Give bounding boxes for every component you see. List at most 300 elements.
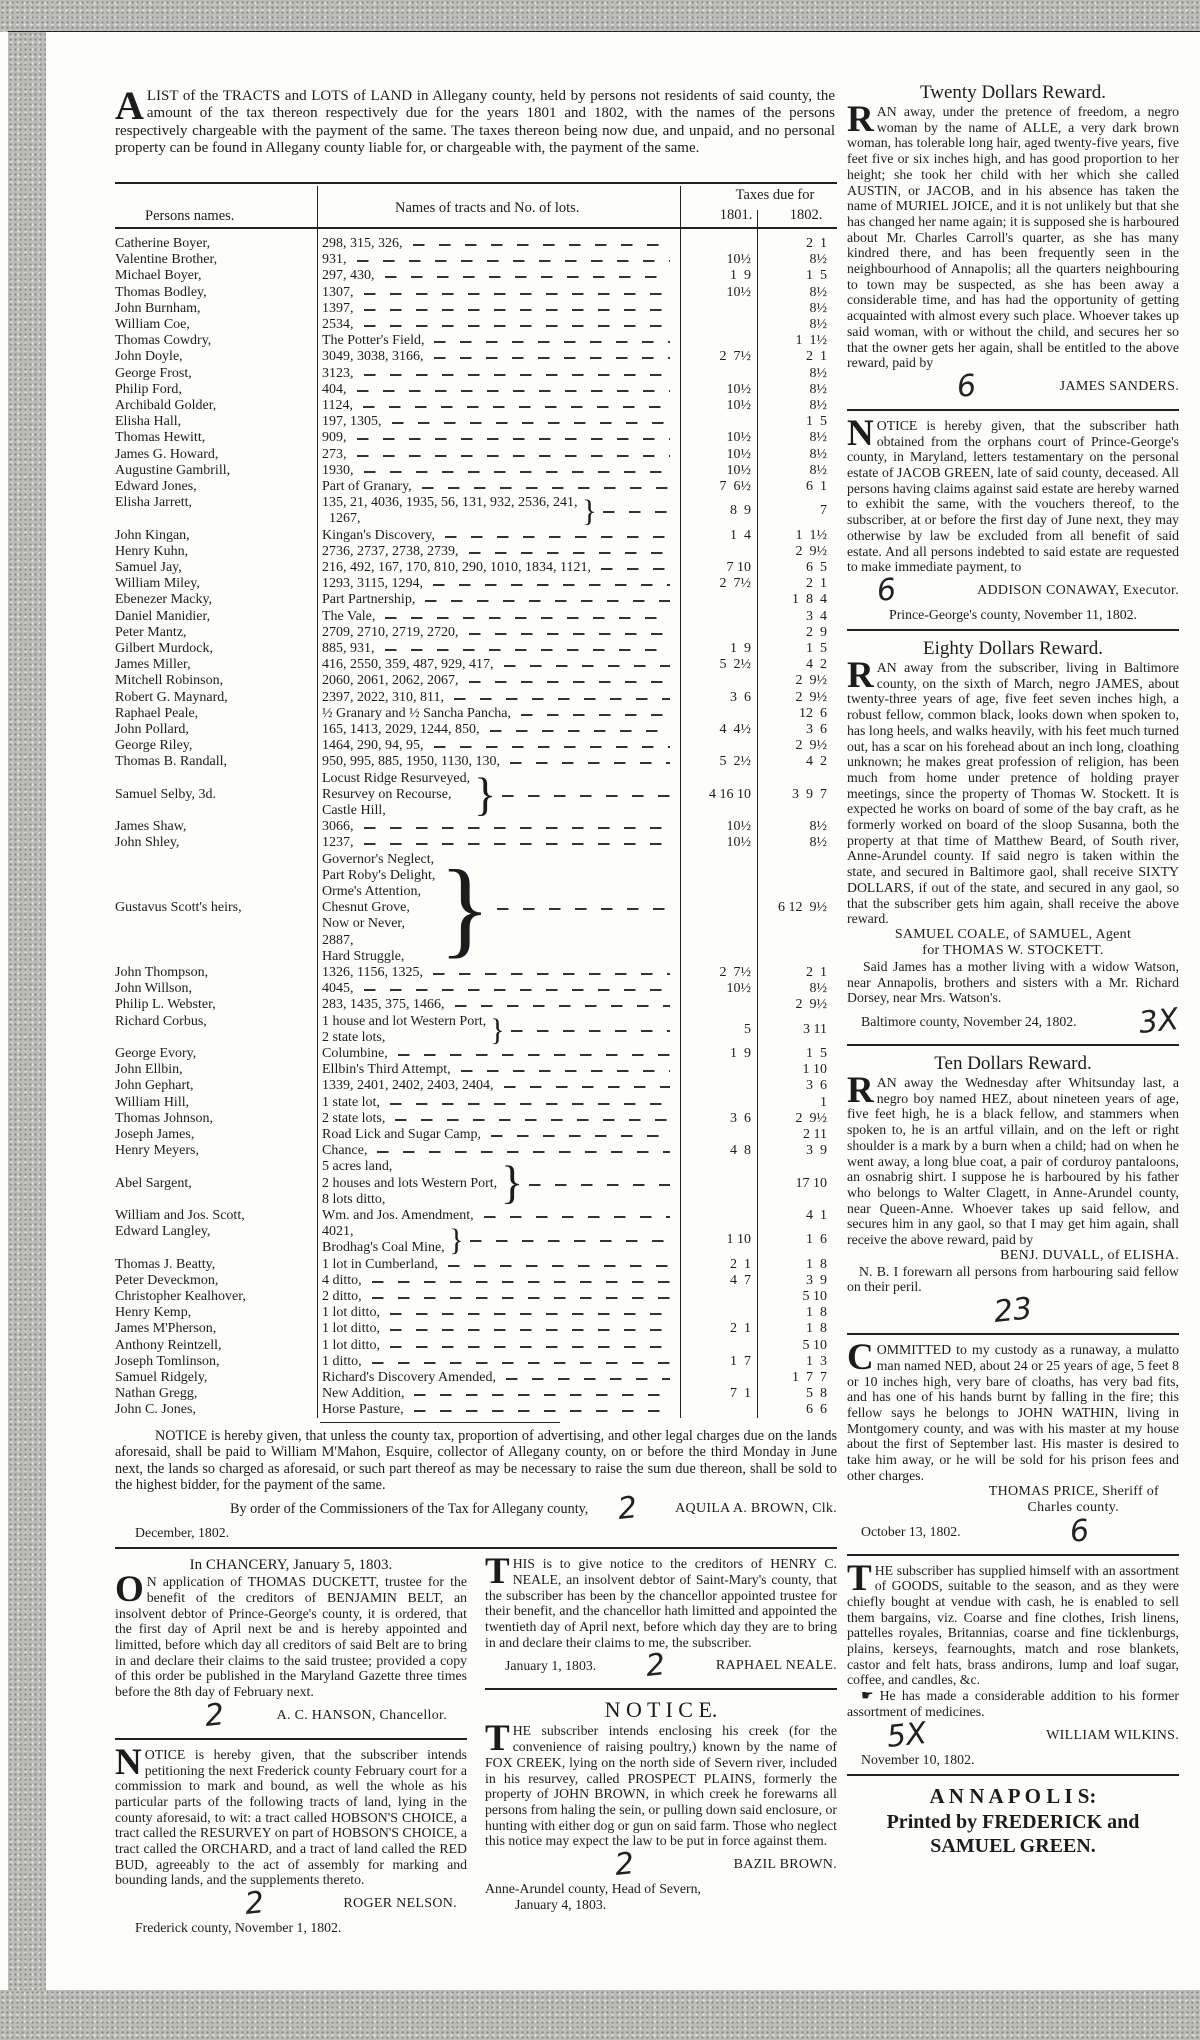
header-1801: 1801. (719, 207, 753, 223)
table-row (115, 981, 830, 997)
right-column (847, 82, 1179, 1858)
drop-cap: R (847, 1070, 874, 1112)
tract-name: Part Roby's Delight, (322, 867, 436, 883)
tax-signature-row (115, 1490, 837, 1528)
committed-date-row (847, 1512, 1179, 1550)
person-name: Edward Jones, (115, 479, 197, 494)
table-row (115, 1127, 830, 1143)
table-row (115, 1289, 830, 1305)
person-name: John Burnham, (115, 300, 201, 316)
drop-cap: R (847, 654, 874, 696)
tract-name: 1339, 2401, 2402, 2403, 2404, (322, 1078, 494, 1094)
tract-name: 1397, (322, 300, 354, 316)
table-row (115, 544, 830, 560)
tax-1801: 1 4 (730, 527, 751, 543)
chancery-signature-row (115, 1696, 467, 1734)
tract-name: 1124, (322, 398, 353, 413)
dot-leader (398, 1054, 670, 1056)
person-name: Thomas Bodley, (115, 284, 207, 300)
dot-leader (511, 1030, 670, 1032)
person-name: Henry Kuhn, (115, 543, 189, 559)
ten-mark-row (847, 1291, 1179, 1331)
person-name: William Miley, (115, 576, 200, 592)
ten-nb: N. B. I forewarn all persons from harbouring said fellow on their peril. (847, 1263, 1179, 1295)
wilkins-body: T HE subscriber has supplied himself with an assortment of GOODS, suitable to the season, and as they were chiefly bought at vendue with cash, he is enabled to sell them bargains, viz. Coarse and fine clothes, Irish linens, pattelles royales, Britannias, coarse and fine ticklenburgs, plains, kerseys, fearnoughts, match and rose blankets, castor and felt hats, brass andirons, lump and loaf sugar, coffee, and candles, &c. (847, 1557, 1179, 1688)
table-row (115, 1208, 830, 1224)
dot-leader (372, 1362, 670, 1364)
drop-cap: N (847, 412, 874, 454)
divider (847, 1774, 1179, 1776)
tract-name: 1267, (322, 511, 361, 527)
tax-1802: 3 9 7 (792, 786, 827, 802)
tract-name: Wm. and Jos. Amendment, (322, 1208, 474, 1223)
tax-1802: 1 5 (806, 1046, 827, 1061)
tax-1802: 8½ (809, 317, 827, 332)
dot-leader (470, 1240, 670, 1242)
table-row (115, 252, 830, 268)
tax-1801: 3 6 (730, 689, 751, 705)
brace-icon: } (582, 494, 597, 529)
person-name: Henry Meyers, (115, 1143, 199, 1159)
tax-1802: 1 (820, 1094, 827, 1110)
tract-name: Orme's Attention, (322, 883, 421, 899)
table-row (115, 641, 830, 657)
tract-name: 298, 315, 326, (322, 236, 403, 251)
table-row (115, 690, 830, 706)
neale-signature-row (485, 1647, 837, 1685)
table-row (115, 1014, 830, 1046)
table-row (115, 965, 830, 981)
person-name: Elisha Hall, (115, 414, 182, 430)
dot-leader (372, 1281, 670, 1283)
tax-1801: 1 10 (726, 1232, 751, 1248)
tract-name: Road Lick and Sugar Camp, (322, 1127, 482, 1142)
ten-signature: BENJ. DUVALL, of ELISHA. (1000, 1247, 1179, 1263)
pointing-hand-icon: ☛ (861, 1688, 880, 1704)
tax-1802: 3 6 (806, 1078, 827, 1094)
tax-1802: 2 1 (806, 236, 827, 251)
handwritten-mark: 23 (992, 1291, 1034, 1331)
table-header (115, 186, 837, 226)
person-name: James M'Pherson, (115, 1321, 217, 1337)
person-name: Catherine Boyer, (115, 236, 211, 251)
tax-1802: 2 11 (803, 1127, 827, 1142)
dot-leader (364, 293, 670, 295)
tax-signature: AQUILA A. BROWN, Clk. (675, 1501, 837, 1517)
person-name: Peter Mantz, (115, 624, 187, 640)
table-row (115, 301, 830, 317)
dot-leader (363, 406, 670, 408)
tract-name: 197, 1305, (322, 414, 382, 430)
table-row (115, 333, 830, 349)
tract-name: 216, 492, 167, 170, 810, 290, 1010, 1834, 1121, (322, 560, 591, 575)
scan-border-bottom (0, 1990, 1200, 2040)
person-name: Anthony Reintzell, (115, 1337, 222, 1353)
person-name: Nathan Gregg, (115, 1386, 198, 1402)
border-line-top (8, 31, 1200, 32)
tax-1802: 17 10 (795, 1175, 827, 1191)
brace-icon: } (501, 1157, 524, 1209)
table-row (115, 848, 830, 968)
chancery-signature: A. C. HANSON, Chancellor. (276, 1707, 447, 1723)
table-row (115, 1257, 830, 1273)
tax-1802: 2 9½ (795, 673, 827, 689)
bottom-left-column (115, 1556, 467, 1936)
tax-by-order: By order of the Commissioners of the Tax for Allegany county, (230, 1501, 589, 1518)
tract-name: 3123, (322, 365, 354, 381)
imprint-city: A N N A P O L I S: (929, 1783, 1097, 1808)
tax-1802: 8½ (809, 284, 827, 300)
tract-name: 2709, 2710, 2719, 2720, (322, 624, 459, 640)
tax-1802: 3 4 (806, 608, 827, 624)
tract-name: 2 state lots, (322, 1110, 386, 1126)
dot-leader (364, 374, 670, 376)
dot-leader (413, 244, 670, 246)
dot-leader (422, 487, 670, 489)
tract-name: New Addition, (322, 1386, 405, 1402)
tract-name: 1 lot ditto, (322, 1305, 380, 1321)
tax-1802: 1 8 (806, 1321, 827, 1337)
chancery-body: O N application of THOMAS DUCKETT, trustee for the benefit of the creditors of BENJAMIN BELT, an insolvent debtor of Prince-George's county, it is ordered, that the first day of April next be and is hereby appointed and limitted, before which day all creditors of said Belt are to bring in and declare their claims to the said trustee; provided a copy of this order be published in the Maryland Gazette three times before the 8th day of February next. (115, 1569, 467, 1700)
tract-name: 165, 1413, 2029, 1244, 850, (322, 722, 480, 737)
table-row (115, 673, 830, 689)
tax-1802: 12 6 (799, 705, 827, 721)
table-row (115, 768, 830, 820)
table-row (115, 1370, 830, 1386)
tract-name: 2 houses and lots Western Port, (322, 1175, 498, 1191)
dot-leader (445, 536, 670, 538)
dot-leader (385, 276, 670, 278)
tax-1802: 1 8 (806, 1256, 827, 1272)
tax-date: December, 1802. (135, 1525, 230, 1541)
tract-name: 2 ditto, (322, 1289, 362, 1304)
handwritten-mark: 2 (644, 1647, 668, 1685)
tract-name: 404, (322, 381, 347, 397)
table-row (115, 706, 830, 722)
person-name: John Pollard, (115, 722, 189, 737)
table-row (115, 754, 830, 770)
dot-leader (372, 1297, 670, 1299)
twenty-signature-row (847, 368, 1179, 405)
tax-1802: 5 10 (802, 1289, 827, 1304)
bottom-columns (115, 1551, 837, 1936)
dot-leader (377, 1151, 670, 1153)
green-body: N OTICE is hereby given, that the subscriber hath obtained from the orphans court of Prince-George's county, in Maryland, letters testamentary on the personal estate of JACOB GREEN, late of said county, deceased. All persons having claims against said estate are hereby warned to exhibit the same, with the vouchers thereof, to the subscriber, at or before the first day of June next, they may otherwise by law be excluded from all benefit of said estate. And all persons indebted to said estate are requested to make immediate payment, to (847, 412, 1179, 575)
dot-leader (469, 681, 670, 683)
handwritten-mark: 2 (203, 1696, 226, 1734)
tax-1801: 5 2½ (719, 754, 751, 770)
dot-leader (506, 1378, 670, 1380)
tract-name: 1930, (322, 462, 354, 478)
tax-1802: 3 9 (806, 1272, 827, 1288)
green-signature-row (847, 572, 1179, 609)
dot-leader (392, 422, 670, 424)
divider (847, 629, 1179, 631)
tract-name: 885, 931, (322, 641, 375, 656)
tract-name: Columbine, (322, 1046, 388, 1061)
tax-1801: 4 4½ (719, 722, 751, 737)
tract-name: 1464, 290, 94, 95, (322, 738, 424, 754)
table-row (115, 1095, 830, 1111)
tax-1801: 10½ (726, 381, 751, 397)
tax-1802: 4 2 (806, 657, 827, 673)
handwritten-mark: 2 (613, 1846, 636, 1883)
dot-leader (502, 795, 670, 797)
person-name: Archibald Golder, (115, 398, 217, 413)
dot-leader (390, 1103, 670, 1105)
dot-leader (357, 438, 670, 440)
tract-name: Ellbin's Third Attempt, (322, 1062, 451, 1078)
eighty-body: R AN away from the subscriber, living in Baltimore county, on the sixth of March, negro JAMES, about twenty-three years of age, five feet seven inches high, a robust fellow, common black, looks down when spoken to, has long heels, and walks heavily, with his feet much turned out, has a scar on his forehead about an inch long, cloathing unknown; he makes great profession of religion, has been much from home under pretence of holding prayer meetings, since the property of Thomas W. Stockett. It is expected he works on board of some of the bay craft, as he formerly worked on board of the sloop Susanna, both the property at that time of Matthew Beard, of South river, Anne-Arundel county. If said negro is taken within the state, and secured in Baltimore gaol, shall receive SIXTY DOLLARS, if out of the state, and secured in any gaol, so that the subscriber gets him again, shall receive the above reward. (847, 654, 1179, 927)
person-name: Raphael Peale, (115, 705, 199, 721)
person-name: Peter Deveckmon, (115, 1272, 219, 1288)
dot-leader (497, 908, 670, 910)
divider (115, 1547, 837, 1549)
person-name: Thomas Johnson, (115, 1110, 213, 1126)
tax-1802: 8½ (809, 252, 827, 268)
person-name: Valentine Brother, (115, 252, 218, 268)
nelson-body: N OTICE is hereby given, that the subscriber intends petitioning the next Frederick county February court for a commission to mark and bound, as well the whole as his particular parts of the following tracts of land, lying in the county aforesaid, to wit: a tract called HOBSON'S CHOICE, a tract called the RESURVEY on part of HOBSON'S CHOICE, a tract called the ORCHARD, and a tract of land called the RED BUD, agreeably to the act of assembly for marking and bounding lands, and the supplements thereto. (115, 1741, 467, 1888)
tax-1801: 10½ (726, 446, 751, 462)
tract-name: Brodhag's Coal Mine, (322, 1240, 445, 1256)
tract-name: Hard Struggle, (322, 948, 405, 964)
tract-name: 297, 430, (322, 268, 375, 284)
eighty-postscript: Said James has a mother living with a widow Watson, near Annapolis, brothers and sisters with a Mr. Richard Dorsey, near Mrs. Watson's. (847, 958, 1179, 1006)
dot-leader (357, 390, 670, 392)
tax-1801: 10½ (726, 430, 751, 446)
tax-1801: 4 16 10 (709, 786, 751, 802)
committed-date: October 13, 1802. (861, 1523, 961, 1539)
twenty-body: R AN away, under the pretence of freedom, a negro woman by the name of ALLE, a very dark brown woman, has tolerable long hair, aged twenty-five years, five feet five or six inches high, and has good proportion to her height; she took her child with her which she called AUSTIN, or JACOB, and in his absence has taken the name of MURIEL JOICE, and it is not unlikely but that she has changed her name again; it is supposed she is harboured about Mr. Charles Carroll's quarter, as she has many kindred there, and has been frequently seen in the neighbourhood of Annapolis; all the quarters neighbouring to town may be suspected, as she has been away a considerable time, and has had the opportunity of getting acquainted with almost every such place. Whoever takes up said woman, with or without the child, and secures her so that the owner gets her again, shall be entitled to the above reward, paid by (847, 99, 1179, 371)
chancery-heading: In CHANCERY, January 5, 1803. (189, 1557, 393, 1574)
table-row (115, 447, 830, 463)
dot-leader (434, 746, 670, 748)
table-row (115, 285, 830, 301)
table-row (115, 349, 830, 365)
dot-leader (490, 730, 670, 732)
tract-name: 931, (322, 252, 347, 268)
dot-leader (390, 1346, 670, 1348)
tract-name: 283, 1435, 375, 1466, (322, 997, 445, 1013)
tax-1802: 4 2 (806, 754, 827, 770)
table-row (115, 560, 830, 576)
divider (115, 227, 837, 229)
tax-1801: 2 7½ (719, 349, 751, 365)
wilkins-nb: ☛ He has made a considerable addition to his former assortment of medicines. (847, 1688, 1179, 1719)
table-row (115, 1078, 830, 1094)
tax-1801: 2 1 (730, 1256, 751, 1272)
dot-leader (434, 357, 670, 359)
tract-name: Chance, (322, 1143, 368, 1159)
dot-leader (510, 762, 670, 764)
tract-name: Locust Ridge Resurveyed, (322, 770, 471, 786)
tax-1802: 3 9 (806, 1143, 827, 1159)
nelson-signature: ROGER NELSON. (343, 1896, 457, 1912)
handwritten-mark: 2 (243, 1885, 266, 1923)
person-name: John Gephart, (115, 1078, 194, 1094)
tax-1801: 1 7 (730, 1353, 751, 1369)
tract-name: Resurvey on Recourse, (322, 786, 452, 802)
person-name: Gilbert Murdock, (115, 641, 213, 656)
table-row (115, 1273, 830, 1289)
eighty-heading: Eighty Dollars Reward. (923, 637, 1103, 659)
tax-1802: 2 1 (806, 576, 827, 592)
dot-leader (529, 1184, 670, 1186)
person-name: Thomas Cowdry, (115, 333, 212, 349)
tax-notice: NOTICE is hereby given, that unless the county tax, proportion of advertising, and other legal charges due on the lands aforesaid, shall be paid to William M'Mahon, Esquire, collector of Allegany county, on or before the third Monday in June next, the lands so charged as aforesaid, or such part thereof as may be necessary to raise the sum due thereon, shall be sold to the highest bidder, for the payment of the same. (115, 1428, 837, 1493)
person-name: Elisha Jarrett, (115, 495, 192, 511)
tract-name: 1 house and lot Western Port, (322, 1013, 487, 1029)
brown-date: January 4, 1803. (515, 1897, 607, 1913)
eighty-signature-2: for THOMAS W. STOCKETT. (922, 942, 1104, 958)
divider (115, 182, 837, 184)
dot-leader (364, 471, 670, 473)
dot-leader (454, 698, 670, 700)
dot-leader (461, 1070, 670, 1072)
header-taxes: Taxes due for (735, 187, 815, 203)
dot-leader (491, 1135, 670, 1137)
tract-name: 1 lot ditto, (322, 1321, 380, 1337)
header-tracts: Names of tracts and No. of lots. (395, 200, 580, 216)
tax-1801: 2 1 (730, 1321, 751, 1337)
tax-1802: 8½ (809, 446, 827, 462)
tax-1801: 4 7 (730, 1272, 751, 1288)
divider (847, 1554, 1179, 1556)
person-name: Edward Langley, (115, 1224, 211, 1240)
tract-name: Kingan's Discovery, (322, 527, 435, 543)
tax-1801: 10½ (726, 398, 751, 413)
person-name: Philip Ford, (115, 381, 182, 397)
tax-1802: 2 1 (806, 349, 827, 365)
eighty-date-row (847, 1002, 1181, 1042)
tract-name: ½ Granary and ½ Sancha Pancha, (322, 705, 511, 721)
table-row (115, 657, 830, 673)
person-name: John Kingan, (115, 527, 190, 543)
green-date: Prince-George's county, November 11, 1802. (889, 606, 1137, 622)
tax-1802: 2 1 (806, 965, 827, 980)
person-name: Ebenezer Macky, (115, 592, 213, 608)
table-end-rule (320, 1422, 560, 1423)
table-row (115, 495, 830, 527)
tax-1802: 3 11 (803, 1021, 827, 1037)
brown-body: T HE subscriber intends enclosing his creek (for the convenience of raising poultry,) known by the name of FOX CREEK, lying on the north side of Severn river, included in his resurvey, called PROSPECT PLAINS, formerly the property of JOHN BROWN, in which creek he forewarns all persons from haling the sein, or pulling down said enclosure, or hunting with either dog or gun on said farm. Those who neglect this notice may expect the law to be put in force against them. (485, 1718, 837, 1849)
table-row (115, 268, 830, 284)
tract-name: 3066, (322, 819, 354, 835)
tract-name: 2534, (322, 317, 354, 332)
drop-cap: T (485, 1718, 510, 1760)
dot-leader (433, 973, 670, 975)
dot-leader (469, 633, 670, 635)
table-row (115, 236, 830, 252)
table-row (115, 997, 830, 1013)
divider (847, 1044, 1179, 1046)
tax-1802: 3 6 (806, 722, 827, 737)
dot-leader (385, 617, 670, 619)
tract-name: 1 state lot, (322, 1094, 380, 1110)
tax-1801: 7 6½ (719, 479, 751, 494)
dot-leader (601, 568, 670, 570)
tract-name: Castle Hill, (322, 802, 386, 818)
tract-name: 2736, 2737, 2738, 2739, (322, 543, 459, 559)
tract-name: Now or Never, (322, 916, 406, 932)
tax-1802: 8½ (809, 981, 827, 997)
table-row (115, 479, 830, 495)
tract-name: The Potter's Field, (322, 333, 425, 349)
imprint (847, 1783, 1179, 1858)
table-row (115, 1354, 830, 1370)
handwritten-mark: 6 (875, 572, 898, 609)
tax-1802: 6 6 (806, 1402, 827, 1418)
tax-1801: 3 6 (730, 1110, 751, 1126)
dot-leader (433, 584, 670, 586)
person-name: George Frost, (115, 365, 192, 381)
tax-1802: 1 7 7 (792, 1370, 827, 1385)
green-signature: ADDISON CONAWAY, Executor. (977, 582, 1179, 598)
tax-1802: 5 8 (806, 1386, 827, 1402)
person-name: John Doyle, (115, 349, 183, 365)
person-name: Thomas Hewitt, (115, 430, 206, 446)
person-name: Augustine Gambrill, (115, 462, 231, 478)
drop-cap: C (847, 1337, 874, 1379)
brace-icon: } (490, 1012, 505, 1047)
tax-1801: 2 7½ (719, 965, 751, 980)
person-name: Richard Corbus, (115, 1013, 207, 1029)
table-row (115, 1386, 830, 1402)
table-row (115, 738, 830, 754)
eighty-signature-1: SAMUEL COALE, of SAMUEL, Agent (894, 926, 1132, 942)
person-name: Samuel Ridgely, (115, 1370, 208, 1385)
table-row (115, 819, 830, 835)
ten-body: R AN away the Wednesday after Whitsunday last, a negro boy named HEZ, about nineteen years of age, five feet high, he is a black fellow, and stammers when spoken to, he is an artful villain, and on the left or right shoulder is a mark by a burn when a child; had on when he went away, a long blue coat, a pair of corduroy pantaloons, an osnabrig shirt. I suppose he is harboured by his father who belongs to Walter Clagett, in Anne-Arundel county, near Queen-Anne. Whoever takes up said fellow, and secures him in any gaol, so that I may get him again, shall receive the above reward, paid by (847, 1070, 1179, 1248)
table-row (115, 592, 830, 608)
dot-leader (364, 827, 670, 829)
tract-name: 1293, 3115, 1294, (322, 576, 423, 592)
dot-leader (603, 511, 670, 513)
table-row (115, 382, 830, 398)
person-name: John C. Jones, (115, 1402, 196, 1418)
tract-name: 4 ditto, (322, 1272, 362, 1288)
tract-name: Part Partnership, (322, 592, 416, 608)
tax-1802: 8½ (809, 835, 827, 851)
tax-1802: 8½ (809, 300, 827, 316)
person-name: Abel Sargent, (115, 1175, 192, 1191)
handwritten-mark: 5X (885, 1715, 929, 1755)
person-name: Henry Kemp, (115, 1305, 192, 1321)
handwritten-mark: 6 (955, 368, 978, 405)
nelson-date: Frederick county, November 1, 1802. (135, 1920, 342, 1936)
handwritten-mark: 2 (616, 1490, 640, 1528)
committed-body: C OMMITTED to my custody as a runaway, a mulatto man named NED, about 24 or 25 years of age, 5 feet 8 or 10 inches high, very bare of cloaths, has very bad fits, and has one of his hands burnt by falling in the fire; this fellow says he belongs to JOHN WATHIN, living in Montgomery county, and was with his master at my house about the first of September last. His master is desired to take him away, or he will be sold for his prison fees and other charges. (847, 1337, 1179, 1483)
tract-name: 909, (322, 430, 347, 446)
dot-leader (385, 649, 670, 651)
tax-1802: 8½ (809, 819, 827, 835)
tract-name: 2060, 2061, 2062, 2067, (322, 673, 459, 689)
neale-signature: RAPHAEL NEALE. (715, 1658, 837, 1674)
tax-1802: 1 3 (806, 1353, 827, 1369)
brace-icon: } (449, 1223, 464, 1258)
tax-1802: 6 12 9½ (778, 900, 827, 916)
tract-name: The Vale, (322, 608, 376, 624)
tract-name: 1326, 1156, 1325, (322, 965, 423, 980)
person-name: Samuel Selby, 3d. (115, 786, 216, 802)
tax-1802: 8½ (809, 462, 827, 478)
dot-leader (521, 714, 670, 716)
person-name: Joseph James, (115, 1127, 195, 1142)
tax-1801: 4 8 (730, 1143, 751, 1159)
wilkins-signature-row (847, 1715, 1179, 1755)
dot-leader (364, 309, 670, 311)
tract-name: 3049, 3038, 3166, (322, 349, 424, 365)
